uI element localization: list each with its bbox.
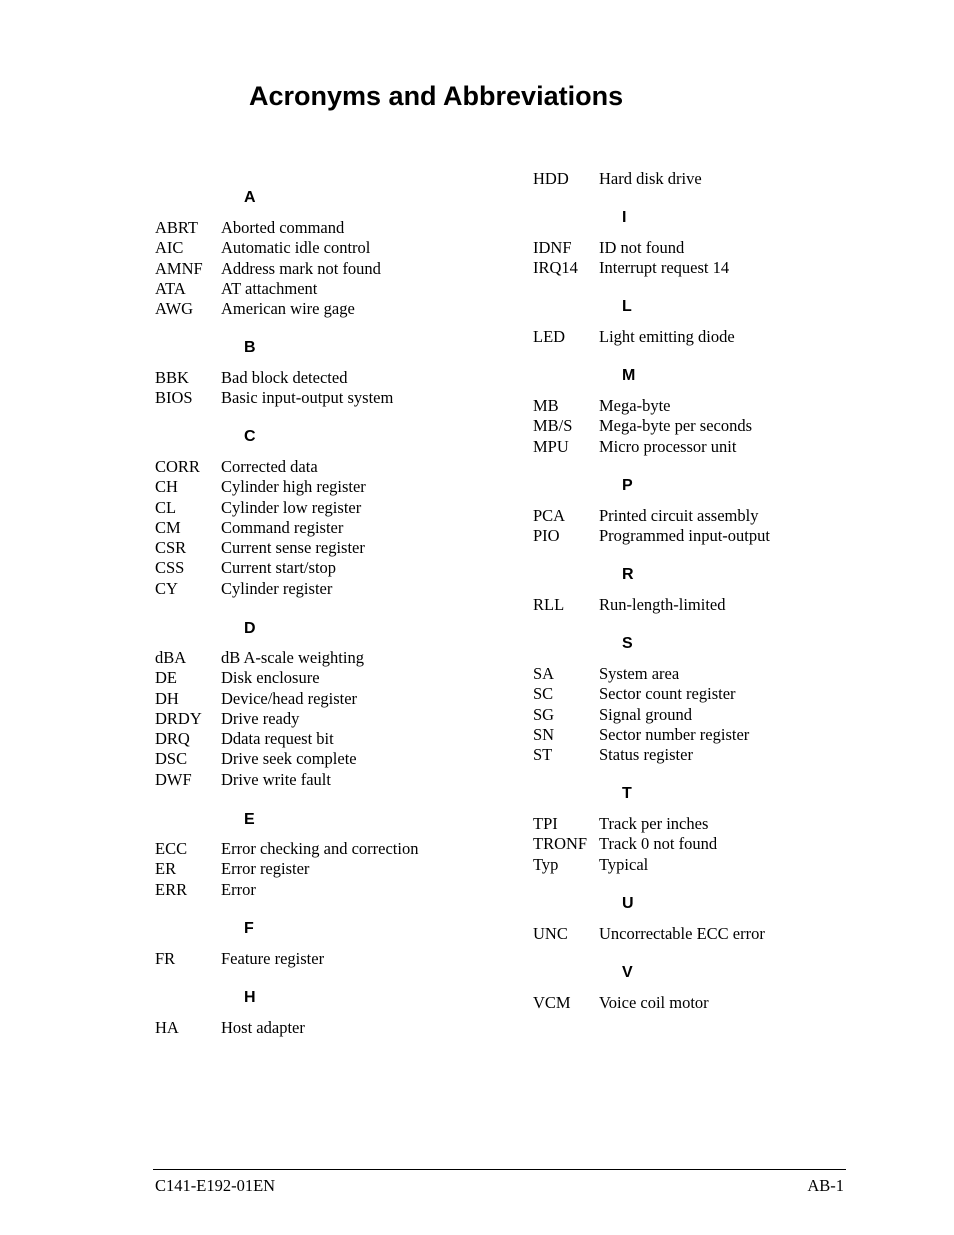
acronym: PCA bbox=[533, 506, 566, 525]
acronym: CL bbox=[155, 497, 177, 517]
acronym-definition: AT attachment bbox=[221, 278, 318, 298]
glossary-entry bbox=[155, 279, 475, 299]
acronym: DWF bbox=[155, 769, 192, 789]
acronym-definition: Run-length-limited bbox=[599, 595, 726, 614]
acronym-definition: Current start/stop bbox=[221, 558, 337, 578]
section-letter-f: F bbox=[244, 920, 254, 937]
acronym-definition: Micro processor unit bbox=[599, 436, 737, 456]
acronym-definition: Ddata request bit bbox=[221, 729, 334, 749]
footer-page-number: AB-1 bbox=[807, 1176, 844, 1195]
acronym: LED bbox=[533, 327, 566, 346]
entry-list bbox=[533, 169, 853, 189]
acronym: ECC bbox=[155, 839, 188, 858]
entry-list bbox=[533, 506, 853, 547]
acronym-definition: Mega-byte per seconds bbox=[599, 416, 753, 436]
acronym: SA bbox=[533, 664, 555, 683]
glossary-entry bbox=[155, 259, 475, 279]
section-letter-m: M bbox=[622, 367, 636, 384]
glossary-entry bbox=[155, 689, 475, 709]
glossary-entry bbox=[533, 595, 853, 615]
acronym: VCM bbox=[533, 993, 571, 1012]
section-letter-p: P bbox=[622, 477, 633, 494]
acronym: IDNF bbox=[533, 238, 572, 257]
acronym: MB bbox=[533, 396, 559, 415]
entry-list bbox=[155, 648, 475, 790]
section-letter-v: V bbox=[622, 964, 633, 981]
glossary-entry bbox=[155, 299, 475, 319]
acronym: TPI bbox=[533, 814, 558, 833]
acronym: CM bbox=[155, 517, 181, 537]
glossary-entry bbox=[533, 745, 853, 765]
acronym: ABRT bbox=[155, 218, 199, 237]
acronym-definition: ID not found bbox=[599, 238, 685, 257]
page-title: Acronyms and Abbreviations bbox=[249, 81, 624, 111]
acronym-definition: Address mark not found bbox=[221, 258, 381, 278]
acronym: ATA bbox=[155, 278, 186, 298]
acronym-definition: Disk enclosure bbox=[221, 668, 320, 688]
entry-list bbox=[533, 814, 853, 875]
section-letter-s: S bbox=[622, 635, 633, 652]
section-letter-r: R bbox=[622, 566, 634, 583]
acronym-definition: Cylinder high register bbox=[221, 477, 366, 497]
acronym: SC bbox=[533, 684, 554, 704]
acronym-definition: Sector count register bbox=[599, 684, 736, 704]
glossary-entry bbox=[155, 218, 475, 238]
section-letter-u: U bbox=[622, 895, 634, 912]
acronym: SG bbox=[533, 704, 555, 724]
acronym-definition: Sector number register bbox=[599, 724, 750, 744]
acronym: CY bbox=[155, 578, 178, 598]
acronym: AIC bbox=[155, 238, 184, 258]
footer-divider bbox=[153, 1169, 846, 1170]
acronym: IRQ14 bbox=[533, 258, 578, 278]
acronym-definition: Basic input-output system bbox=[221, 388, 394, 408]
glossary-entry bbox=[533, 258, 853, 278]
glossary-entry bbox=[155, 238, 475, 258]
acronym: CH bbox=[155, 477, 178, 497]
footer-document-number: C141-E192-01EN bbox=[155, 1176, 276, 1195]
acronym: CSS bbox=[155, 558, 185, 578]
acronym-definition: Drive seek complete bbox=[221, 749, 357, 769]
section-letter-i: I bbox=[622, 209, 627, 226]
acronym-definition: Uncorrectable ECC error bbox=[599, 924, 765, 943]
acronym: DRQ bbox=[155, 729, 190, 749]
acronym-definition: Drive ready bbox=[221, 708, 300, 728]
entry-list bbox=[155, 457, 475, 599]
section-letter-e: E bbox=[244, 811, 255, 828]
glossary-entry bbox=[533, 993, 853, 1013]
acronym: BBK bbox=[155, 368, 189, 387]
acronym-definition: Cylinder low register bbox=[221, 497, 362, 517]
glossary-entry bbox=[155, 770, 475, 790]
acronym-definition: Track 0 not found bbox=[599, 834, 718, 854]
glossary-entry bbox=[533, 416, 853, 436]
glossary-entry bbox=[533, 526, 853, 546]
acronym-definition: Corrected data bbox=[221, 457, 318, 476]
glossary-entry bbox=[155, 668, 475, 688]
glossary-entry bbox=[533, 705, 853, 725]
acronym: SN bbox=[533, 724, 555, 744]
section-letter-l: L bbox=[622, 298, 632, 315]
acronym-definition: Typical bbox=[599, 854, 649, 874]
glossary-entry bbox=[533, 834, 853, 854]
glossary-entry bbox=[155, 579, 475, 599]
section-letter-h: H bbox=[244, 989, 256, 1006]
acronym-definition: Signal ground bbox=[599, 704, 693, 724]
acronym: MPU bbox=[533, 436, 569, 456]
acronym-definition: Mega-byte bbox=[599, 396, 671, 415]
acronym: Typ bbox=[533, 854, 559, 874]
glossary-entry bbox=[533, 725, 853, 745]
glossary-entry bbox=[155, 498, 475, 518]
acronym: CORR bbox=[155, 457, 200, 476]
acronym-definition: Current sense register bbox=[221, 538, 365, 558]
acronym-definition: Cylinder register bbox=[221, 578, 333, 598]
glossary-entry bbox=[155, 368, 475, 388]
entry-list bbox=[155, 1018, 475, 1038]
acronym-definition: Drive write fault bbox=[221, 769, 331, 789]
acronym: MB/S bbox=[533, 416, 573, 436]
acronym-definition: Device/head register bbox=[221, 688, 358, 708]
acronym-definition: Command register bbox=[221, 517, 344, 537]
glossary-entry bbox=[155, 709, 475, 729]
entry-list bbox=[155, 839, 475, 900]
entry-list bbox=[155, 949, 475, 969]
glossary-entry bbox=[155, 749, 475, 769]
glossary-entry bbox=[533, 924, 853, 944]
acronym-definition: Printed circuit assembly bbox=[599, 506, 759, 525]
acronym: UNC bbox=[533, 924, 568, 943]
glossary-entry bbox=[155, 648, 475, 668]
glossary-entry bbox=[155, 388, 475, 408]
glossary-entry bbox=[533, 327, 853, 347]
entry-list bbox=[533, 595, 853, 615]
acronym-definition: dB A-scale weighting bbox=[221, 648, 364, 667]
glossary-entry bbox=[155, 880, 475, 900]
section-letter-d: D bbox=[244, 620, 256, 637]
glossary-entry bbox=[533, 855, 853, 875]
acronym-definition: Track per inches bbox=[599, 814, 709, 833]
entry-list bbox=[533, 924, 853, 944]
acronym-definition: Error bbox=[221, 879, 256, 899]
acronym-definition: Feature register bbox=[221, 949, 325, 968]
glossary-entry bbox=[155, 477, 475, 497]
acronym: AMNF bbox=[155, 258, 203, 278]
section-letter-a: A bbox=[244, 189, 256, 206]
acronym-definition: Error register bbox=[221, 859, 310, 879]
glossary-entry bbox=[155, 949, 475, 969]
glossary-entry bbox=[533, 169, 853, 189]
acronym: CSR bbox=[155, 538, 187, 558]
acronym: ERR bbox=[155, 879, 188, 899]
acronym-definition: Programmed input-output bbox=[599, 526, 770, 546]
acronym-definition: Bad block detected bbox=[221, 368, 348, 387]
glossary-entry bbox=[533, 437, 853, 457]
acronym-definition: Host adapter bbox=[221, 1018, 305, 1037]
glossary-entry bbox=[533, 506, 853, 526]
section-letter-t: T bbox=[622, 785, 632, 802]
glossary-entry bbox=[155, 457, 475, 477]
glossary-entry bbox=[533, 664, 853, 684]
glossary-entry bbox=[155, 859, 475, 879]
acronym: DH bbox=[155, 688, 179, 708]
entry-list bbox=[533, 327, 853, 347]
entry-list bbox=[533, 396, 853, 457]
acronym: dBA bbox=[155, 648, 187, 667]
glossary-entry bbox=[155, 1018, 475, 1038]
acronym: HA bbox=[155, 1018, 179, 1037]
acronym: TRONF bbox=[533, 834, 588, 854]
acronym: RLL bbox=[533, 595, 565, 614]
glossary-entry bbox=[533, 238, 853, 258]
glossary-entry bbox=[155, 729, 475, 749]
glossary-entry bbox=[155, 558, 475, 578]
acronym-definition: Light emitting diode bbox=[599, 327, 735, 346]
acronym: PIO bbox=[533, 526, 560, 546]
acronym: DRDY bbox=[155, 708, 202, 728]
acronym: DSC bbox=[155, 749, 188, 769]
acronym-definition: System area bbox=[599, 664, 680, 683]
acronym: ST bbox=[533, 745, 553, 765]
entry-list bbox=[533, 238, 853, 279]
acronym: AWG bbox=[155, 299, 194, 319]
entry-list bbox=[155, 368, 475, 409]
acronym-definition: Error checking and correction bbox=[221, 839, 419, 858]
acronym: DE bbox=[155, 668, 177, 688]
acronym-definition: Interrupt request 14 bbox=[599, 258, 730, 278]
glossary-entry bbox=[155, 518, 475, 538]
glossary-entry bbox=[533, 684, 853, 704]
acronym-definition: American wire gage bbox=[221, 299, 355, 319]
acronym-definition: Hard disk drive bbox=[599, 169, 702, 188]
glossary-entry bbox=[155, 839, 475, 859]
acronym-definition: Automatic idle control bbox=[221, 238, 371, 258]
glossary-entry bbox=[155, 538, 475, 558]
acronym: ER bbox=[155, 859, 177, 879]
acronym-definition: Status register bbox=[599, 745, 693, 765]
section-letter-b: B bbox=[244, 339, 256, 356]
acronym-definition: Aborted command bbox=[221, 218, 345, 237]
acronym: BIOS bbox=[155, 388, 193, 408]
acronym: HDD bbox=[533, 169, 569, 188]
section-letter-c: C bbox=[244, 428, 256, 445]
glossary-entry bbox=[533, 396, 853, 416]
acronym: FR bbox=[155, 949, 176, 968]
entry-list bbox=[533, 664, 853, 765]
glossary-entry bbox=[533, 814, 853, 834]
acronym-definition: Voice coil motor bbox=[599, 993, 709, 1012]
entry-list bbox=[533, 993, 853, 1013]
entry-list bbox=[155, 218, 475, 319]
